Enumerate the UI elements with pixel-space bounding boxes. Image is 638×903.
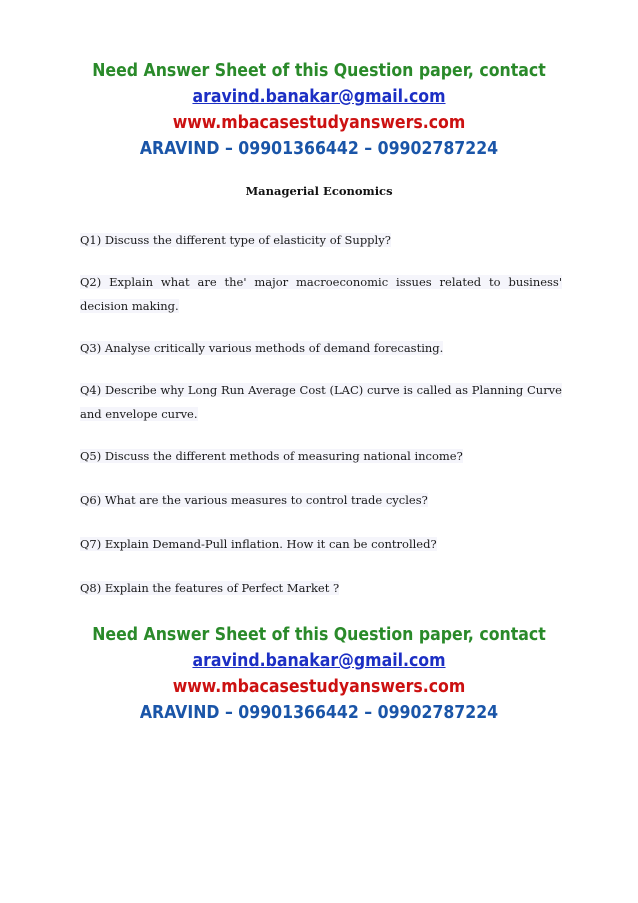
question-text: Q5) Discuss the different methods of measuring national income? — [80, 449, 463, 463]
banner-website-link[interactable]: www.mbacasestudyanswers.com — [172, 677, 466, 697]
contact-banner-top — [0, 58, 638, 162]
question-item — [80, 444, 562, 468]
banner-email-link[interactable]: aravind.banakar@gmail.com — [192, 651, 446, 671]
question-item — [80, 378, 562, 426]
question-text: Q6) What are the various measures to control trade cycles? — [80, 493, 428, 507]
question-item — [80, 270, 562, 318]
banner-phone: ARAVIND – 09901366442 – 09902787224 — [139, 139, 499, 159]
banner-email-link[interactable]: aravind.banakar@gmail.com — [192, 87, 446, 107]
document-title: Managerial Economics — [245, 184, 393, 198]
question-text: Q8) Explain the features of Perfect Market ? — [80, 581, 340, 595]
banner-heading: Need Answer Sheet of this Question paper, contact — [92, 61, 546, 81]
question-text: Q1) Discuss the different type of elasticity of Supply? — [80, 233, 391, 247]
banner-website-link[interactable]: www.mbacasestudyanswers.com — [172, 113, 466, 133]
question-text: Q2) Explain what are the' major macroeconomic issues related to business' decision making. — [80, 275, 562, 313]
question-text: Q3) Analyse critically various methods of demand forecasting. — [80, 341, 444, 355]
question-item — [80, 488, 562, 512]
question-text: Q7) Explain Demand-Pull inflation. How it can be controlled? — [80, 537, 437, 551]
question-item — [80, 228, 562, 252]
question-item — [80, 336, 562, 360]
question-item — [80, 532, 562, 556]
question-text: Q4) Describe why Long Run Average Cost (LAC) curve is called as Planning Curve and envelope curve. — [80, 383, 562, 421]
question-item — [80, 576, 562, 600]
banner-phone: ARAVIND – 09901366442 – 09902787224 — [139, 703, 499, 723]
contact-banner-bottom — [0, 622, 638, 726]
banner-heading: Need Answer Sheet of this Question paper, contact — [92, 625, 546, 645]
